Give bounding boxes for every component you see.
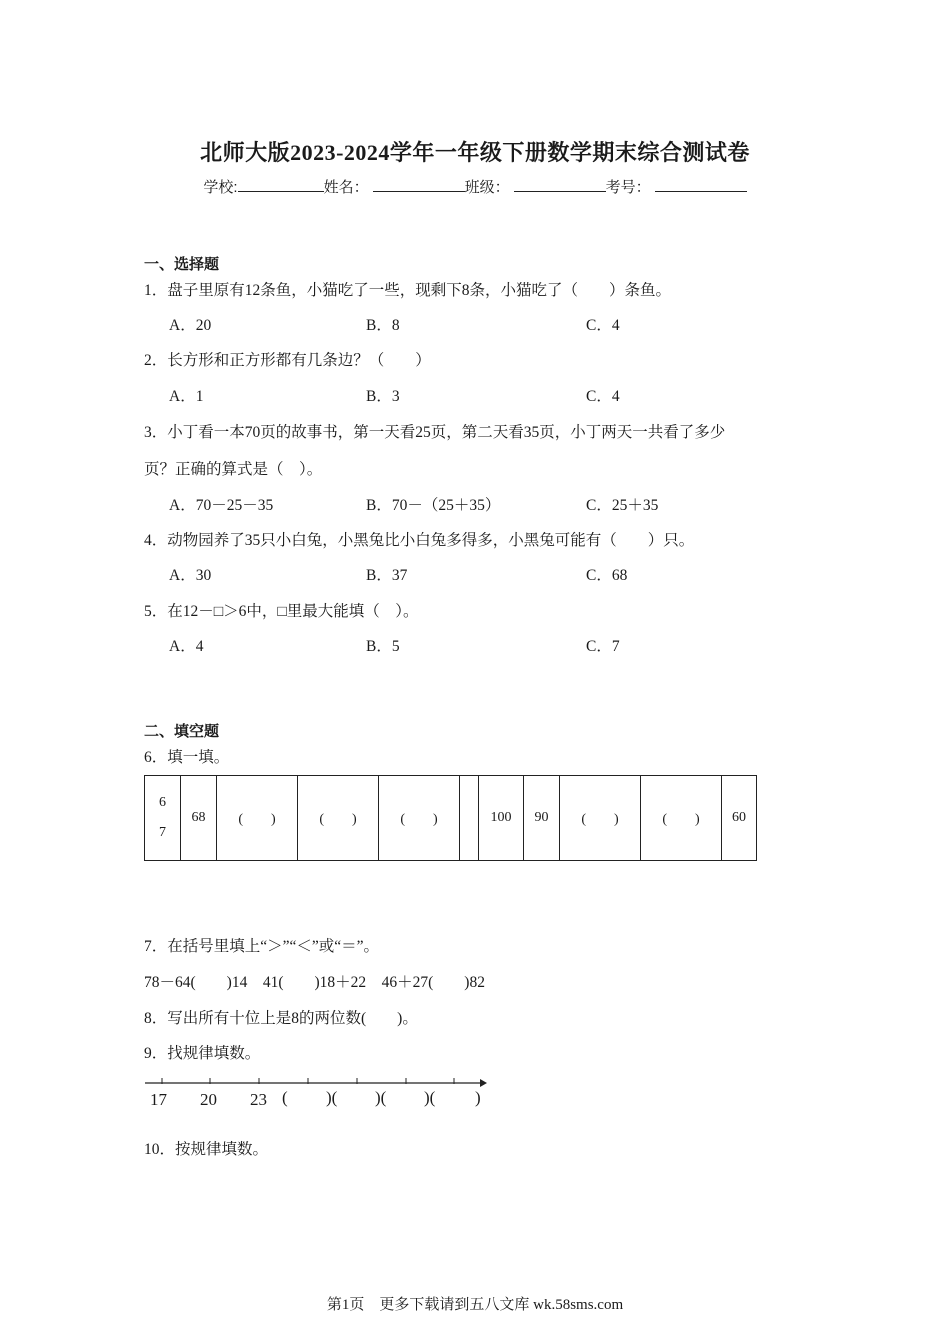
q5-option-a[interactable]: A．4 [169,638,204,655]
table-cell-blank[interactable]: ( ) [379,776,460,861]
question-3-line-1: 3．小丁看一本70页的故事书，第一天看25页，第二天看35页，小丁两天一共看了多少 [144,424,726,441]
table-cell: 6 7 [145,776,181,861]
table-cell-blank[interactable]: ( ) [217,776,298,861]
table-cell: 100 [479,776,524,861]
exam-no-label: 考号： [605,179,651,196]
page-footer: 第1页 更多下载请到五八文库 wk.58sms.com [326,1297,624,1313]
number-line-blank[interactable]: )( [326,1088,338,1107]
number-line-label: 17 [150,1090,167,1109]
q1-option-c[interactable]: C．4 [586,317,620,334]
section-heading-fill: 二、填空题 [144,722,220,740]
question-5: 5．在12－□＞6中，□里最大能填（ ）。 [144,603,419,620]
table-cell: 60 [722,776,757,861]
q2-option-c[interactable]: C．4 [586,388,620,405]
name-blank[interactable] [373,177,465,192]
question-7: 7．在括号里填上“＞”“＜”或“＝”。 [144,938,380,955]
class-blank[interactable] [514,177,606,192]
q3-option-c[interactable]: C．25＋35 [586,497,659,514]
table-cell-empty [460,776,479,861]
number-line [140,1072,490,1088]
page-title: 北师大版2023-2024学年一年级下册数学期末综合测试卷 [200,140,750,165]
question-3-line-2: 页？正确的算式是（ ）。 [144,461,323,478]
question-7-expressions[interactable]: 78－64( )14 41( )18＋22 46＋27( )82 [144,974,485,991]
table-cell-blank[interactable]: ( ) [641,776,722,861]
question-9: 9．找规律填数。 [144,1045,261,1062]
exam-no-blank[interactable] [655,177,747,192]
q1-option-b[interactable]: B．8 [366,317,400,334]
number-line-blank[interactable]: ( [282,1088,288,1107]
name-label: 姓名： [323,179,369,196]
number-line-label: 23 [250,1090,267,1109]
section-heading-choice: 一、选择题 [144,255,220,273]
q5-option-c[interactable]: C．7 [586,638,620,655]
table-cell: 90 [524,776,560,861]
number-line-label: 20 [200,1090,217,1109]
number-line-blank[interactable]: ) [475,1088,481,1107]
question-2: 2．长方形和正方形都有几条边？（ ） [144,352,431,369]
question-10: 10．按规律填数。 [144,1141,269,1158]
table-cell-blank[interactable]: ( ) [560,776,641,861]
q4-option-c[interactable]: C．68 [586,567,628,584]
class-label: 班级： [464,179,510,196]
student-info-line [0,176,950,197]
question-1: 1．盘子里原有12条鱼，小猫吃了一些，现剩下8条，小猫吃了（ ）条鱼。 [144,282,672,299]
table-cell: 68 [181,776,217,861]
question-8: 8．写出所有十位上是8的两位数( )。 [144,1010,418,1027]
question-6: 6．填一填。 [144,749,230,766]
number-line-blank[interactable]: )( [375,1088,387,1107]
q2-option-a[interactable]: A．1 [169,388,204,405]
q3-option-b[interactable]: B．70－（25＋35） [366,497,501,514]
q4-option-a[interactable]: A．30 [169,567,212,584]
number-line-blank[interactable]: )( [424,1088,436,1107]
number-sequence-table [144,775,757,861]
school-blank[interactable] [238,177,324,192]
school-label: 学校: [203,179,238,196]
q1-option-a[interactable]: A．20 [169,317,212,334]
q2-option-b[interactable]: B．3 [366,388,400,405]
q3-option-a[interactable]: A．70－25－35 [169,497,274,514]
q4-option-b[interactable]: B．37 [366,567,408,584]
question-4: 4．动物园养了35只小白兔，小黑兔比小白兔多得多，小黑兔可能有（ ）只。 [144,532,695,549]
q5-option-b[interactable]: B．5 [366,638,400,655]
table-cell-blank[interactable]: ( ) [298,776,379,861]
